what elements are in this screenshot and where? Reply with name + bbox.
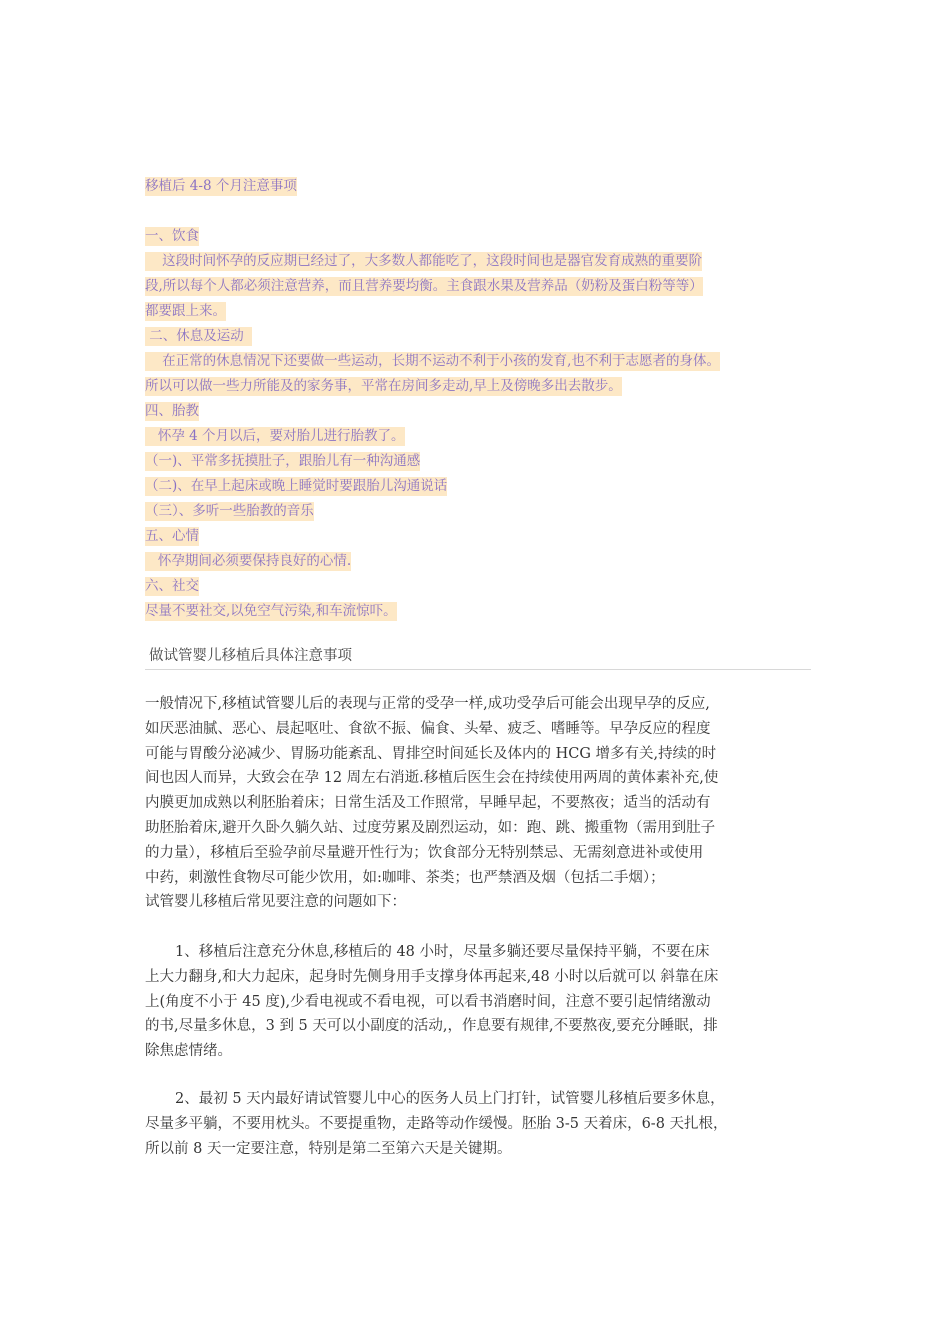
heading-mood: 五、心情 bbox=[145, 528, 199, 544]
point-1-line: 除焦虑情绪。 bbox=[145, 1043, 232, 1060]
intro-line: 试管婴儿移植后常见要注意的问题如下： bbox=[145, 894, 406, 911]
prenatal-item-3: （三）、多听一些胎教的音乐 bbox=[145, 503, 314, 519]
prenatal-item-2: （二)、在早上起床或晚上睡觉时要跟胎儿沟通说话 bbox=[145, 478, 448, 494]
intro-line: 如厌恶油腻、恶心、晨起呕吐、食欲不振、偏食、头晕、疲乏、嗜睡等。早孕反应的程度 bbox=[145, 720, 711, 737]
heading-prenatal-education: 四、胎教 bbox=[145, 403, 199, 419]
point-1-line: 上大力翻身,和大力起床，起身时先侧身用手支撑身体再起来,48 小时以后就可以 斜靠在床 bbox=[145, 968, 719, 985]
point-2-line: 所以前 8 天一定要注意，特别是第二至第六天是关键期。 bbox=[145, 1140, 512, 1157]
point-1-line: 的书,尽量多休息，3 到 5 天可以小副度的活动,，作息要有规律,不要熬夜,要充分睡眠，排 bbox=[145, 1018, 718, 1035]
point-1-line: 1、移植后注意充分休息,移植后的 48 小时，尽量多躺还要尽量保持平躺，不要在床 bbox=[175, 944, 710, 960]
point-2-line: 尽量多平躺，不要用枕头。不要提重物，走路等动作缓慢。胚胎 3-5 天着床，6-8 天扎根， bbox=[145, 1115, 728, 1132]
point-2-paragraph bbox=[145, 1087, 815, 1161]
section-title: 移植后 4-8 个月注意事项 bbox=[145, 178, 297, 194]
point-2-line: 2、最初 5 天内最好请试管婴儿中心的医务人员上门打针，试管婴儿移植后要多休息， bbox=[175, 1091, 725, 1107]
rest-line-1: 在正常的休息情况下还要做一些运动，长期不运动不利于小孩的发育,也不利于志愿者的身体。 bbox=[145, 353, 720, 369]
heading-diet: 一、饮食 bbox=[145, 228, 199, 244]
intro-line: 间也因人而异，大致会在孕 12 周左右消逝.移植后医生会在持续使用两周的黄体素补充,使 bbox=[145, 770, 719, 787]
heading-social: 六、社交 bbox=[145, 578, 199, 594]
intro-line: 的力量），移植后至验孕前尽量避开性行为；饮食部分无特别禁忌、无需刻意进补或使用 bbox=[145, 844, 704, 861]
mood-line-1: 怀孕期间必须要保持良好的心情. bbox=[145, 553, 352, 569]
social-line-1: 尽量不要社交,以免空气污染,和车流惊吓。 bbox=[145, 603, 397, 619]
intro-line: 助胚胎着床,避开久卧久躺久站、过度劳累及剧烈运动，如：跑、跳、搬重物（需用到肚子 bbox=[145, 819, 716, 836]
prenatal-line-1: 怀孕 4 个月以后，要对胎儿进行胎教了。 bbox=[145, 428, 405, 444]
diet-line-2: 段,所以每个人都必须注意营养，而且营养要均衡。主食跟水果及营养品（奶粉及蛋白粉等等） bbox=[145, 278, 703, 294]
prenatal-item-1: （一)、平常多抚摸肚子，跟胎儿有一种沟通感 bbox=[145, 453, 421, 469]
intro-paragraph bbox=[145, 692, 815, 915]
diet-line-3: 都要跟上来。 bbox=[145, 303, 226, 319]
point-1-paragraph bbox=[145, 940, 815, 1064]
intro-line: 中药，刺激性食物尽可能少饮用，如:咖啡、茶类；也严禁酒及烟（包括二手烟）； bbox=[145, 869, 665, 886]
heading-rest-exercise: 二、休息及运动 bbox=[145, 328, 253, 344]
intro-line: 一般情况下,移植试管婴儿后的表现与正常的受孕一样,成功受孕后可能会出现早孕的反应, bbox=[145, 696, 710, 712]
point-1-line: 上(角度不小于 45 度),少看电视或不看电视，可以看书消磨时间，注意不要引起情绪激动 bbox=[145, 993, 711, 1010]
article-heading: 做试管婴儿移植后具体注意事项 bbox=[145, 645, 811, 670]
diet-line-1: 这段时间怀孕的反应期已经过了，大多数人都能吃了，这段时间也是器官发育成熟的重要阶 bbox=[145, 253, 703, 269]
rest-line-2: 所以可以做一些力所能及的家务事，平常在房间多走动,早上及傍晚多出去散步。 bbox=[145, 378, 622, 394]
intro-line: 内膜更加成熟以利胚胎着床；日常生活及工作照常，早睡早起，不要熬夜；适当的活动有 bbox=[145, 795, 711, 812]
intro-line: 可能与胃酸分泌减少、胃肠功能紊乱、胃排空时间延长及体内的 HCG 增多有关,持续的时 bbox=[145, 745, 717, 762]
